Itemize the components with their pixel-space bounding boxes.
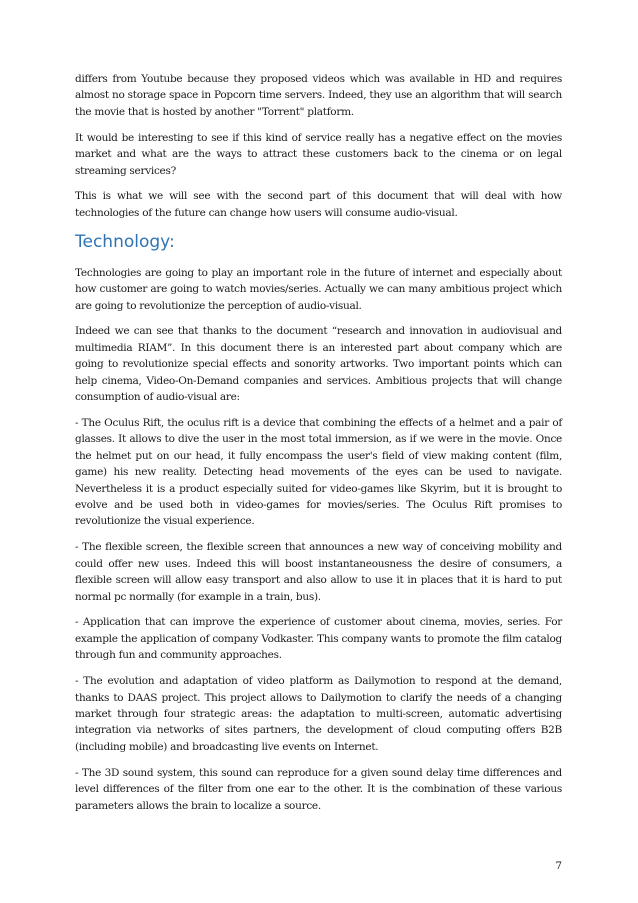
paragraph-flexible-screen: - The flexible screen, the flexible screen that announces a new way of conceiving mobility and could offer new uses. Indeed this will boost instantaneousness the desire of consumers, a flexible screen will allow easy transport and also allow to use it in places that it is hard to put normal pc normally (for example in a train, bus). — [75, 541, 562, 603]
paragraph-dailymotion: - The evolution and adaptation of video platform as Dailymotion to respond at the demand, thanks to DAAS project. This project allows to Dailymotion to clarify the needs of a changing market through four strategic areas: the adaptation to multi-screen, automatic advertising integration via networks of sites partners, the development of cloud computing offers B2B (including mobile) and broadcasting live events on Internet. — [75, 675, 562, 753]
paragraph-popcorn-time: differs from Youtube because they proposed videos which was available in HD and requires almost no storage space in Popcorn time servers. Indeed, they use an algorithm that will search the movie that is hosted by another "Torrent" platform. — [75, 73, 562, 118]
paragraph-technologies-intro: Technologies are going to play an important role in the future of internet and especially about how customer are going to watch movies/series. Actually we can many ambitious project which are going to revolutionize the perception of audio-visual. — [75, 266, 562, 312]
paragraph-oculus-rift: - The Oculus Rift, the oculus rift is a device that combining the effects of a helmet and a pair of glasses. It allows to dive the user in the most total immersion, as if we were in the movie. Once the helmet put on our head, it fully encompass the user's field of view making content (film, game) his new reality. Detecting head movements of the eyes can be used to navigate. Nevertheless it is a product especially suited for video-games like Skyrim, but it is brought to evolve and be used both in video-games for movies/series. The Oculus Rift promises to revolutionize the visual experience. — [75, 417, 562, 528]
paragraph-riam-document: Indeed we can see that thanks to the document “research and innovation in audiovisual and multimedia RIAM”. In this document there is an interested part about company which are going to revolutionize special effects and sonority artworks. Two important points which can help cinema, Video-On-Demand companies and services. Ambitious projects that will change consumption of audio-visual are: — [75, 325, 562, 404]
paragraph-vodkaster: - Application that can improve the experience of customer about cinema, movies, series. For example the application of company Vodkaster. This company wants to promote the film catalog through fun and community approaches. — [75, 616, 562, 662]
paragraph-negative-effect: It would be interesting to see if this kind of service really has a negative effect on the movies market and what are the ways to attract these customers back to the cinema or on legal streaming services? — [75, 131, 562, 177]
page-number: 7 — [555, 860, 562, 872]
page-content — [75, 71, 562, 823]
paragraph-second-part: This is what we will see with the second part of this document that will deal with how technologies of the future can change how users will consume audio-visual. — [75, 190, 562, 219]
paragraph-3d-sound: - The 3D sound system, this sound can reproduce for a given sound delay time differences and level differences of the filter from one ear to the other. It is the combination of these various parameters allows the brain to localize a source. — [75, 766, 562, 812]
section-heading-technology: Technology: — [75, 231, 175, 252]
